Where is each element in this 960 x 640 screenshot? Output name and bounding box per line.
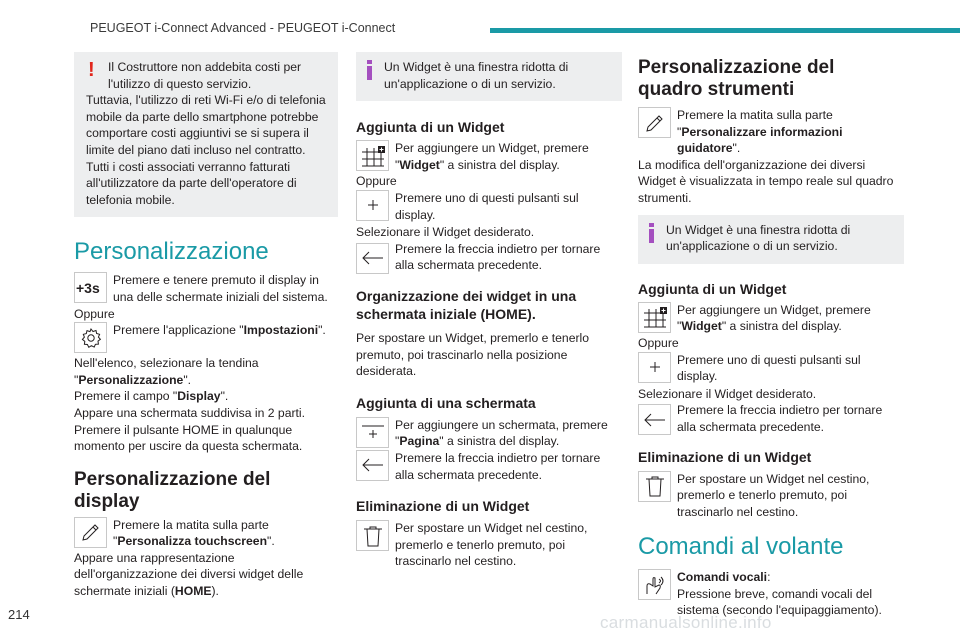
add-widget-row <box>356 140 622 173</box>
back-arrow-icon <box>356 450 389 481</box>
trash-icon <box>356 520 389 551</box>
warning-text-first: Il Costruttore non addebita costi per l'utilizzo di questo servizio. <box>108 60 302 91</box>
organizzazione-text: Per spostare un Widget, premerlo e tenerlo premuto, poi trascinarlo nella posizione desiderata. <box>356 330 590 379</box>
back-text-3: Premere la freccia indietro per tornare alla schermata precedente. <box>677 403 883 434</box>
watermark: carmanualsonline.info <box>600 613 772 632</box>
header-accent-bar <box>490 28 960 33</box>
info-icon <box>367 60 372 80</box>
touch-3s-icon <box>74 272 107 303</box>
info-note <box>356 52 622 101</box>
back-arrow-icon <box>356 243 389 274</box>
oppure-label: Oppure <box>356 174 397 189</box>
back-arrow-icon <box>638 404 671 435</box>
plus-text: Premere uno di questi pulsanti sul display. <box>395 190 579 222</box>
voice-command-icon <box>638 569 671 600</box>
warning-note <box>74 52 338 217</box>
add-widget-text: Per aggiungere un Widget, premere "Widget" a sinistra del display. <box>395 141 589 172</box>
pencil-row-3 <box>638 107 904 157</box>
heading-personalizzazione-display: Personalizzazione del display <box>74 468 271 512</box>
page-number: 214 <box>8 607 30 622</box>
heading-add-screen: Aggiunta di una schermata <box>356 394 536 411</box>
plus-row <box>356 190 622 223</box>
back-text-2: Premere la freccia indietro per tornare alla schermata precedente. <box>395 450 601 482</box>
modifica-text: La modifica dell'organizzazione dei diversi Widget è visualizzata in tempo reale sul quadro strumenti. <box>638 157 894 205</box>
list-text: Nell'elenco, selezionare la tendina "Personalizzazione". <box>74 356 259 387</box>
pencil-text: Premere la matita sulla parte "Personalizza touchscreen". <box>113 517 275 549</box>
heading-quadro-strumenti: Personalizzazione del quadro strumenti <box>638 57 835 100</box>
oppure-label: Oppure <box>74 306 115 321</box>
info-text: Un Widget è una finestra ridotta di un'applicazione o di un servizio. <box>384 60 569 91</box>
heading-add-widget: Aggiunta di un Widget <box>356 119 505 136</box>
back-text: Premere la freccia indietro per tornare alla schermata precedente. <box>395 241 601 273</box>
back-row-2 <box>356 450 622 483</box>
svg-text:+3s: +3s <box>76 279 100 296</box>
gear-row <box>74 322 338 353</box>
split-text: Appare una schermata suddivisa in 2 parti. <box>74 405 306 420</box>
pencil-text-3: Premere la matita sulla parte "Personalizzare informazioni guidatore". <box>677 108 843 156</box>
exclamation-mark-icon: ! <box>88 59 95 81</box>
widget-grid-icon <box>638 302 671 333</box>
back-row-3 <box>638 388 904 435</box>
select-widget-text-3: Selezionare il Widget desiderato. <box>638 386 817 401</box>
column-3 <box>638 52 904 619</box>
info-icon <box>649 223 654 243</box>
heading-add-widget-3: Aggiunta di un Widget <box>638 280 787 297</box>
trash-icon <box>638 471 671 502</box>
add-screen-text: Per aggiungere un schermata, premere "Pagina" a sinistra del display. <box>395 417 608 449</box>
info-text-3: Un Widget è una finestra ridotta di un'applicazione o di un servizio. <box>666 222 851 254</box>
heading-organizzazione: Organizzazione dei widget in una schermata iniziale (HOME). <box>356 287 577 322</box>
oppure-label-3: Oppure <box>638 335 679 350</box>
heading-comandi-volante: Comandi al volante <box>638 533 844 561</box>
delete-text-3: Per spostare un Widget nel cestino, premerlo e tenerlo premuto, poi trascinarlo nel cestino. <box>677 471 870 519</box>
column-1 <box>74 52 338 600</box>
plus-row-3 <box>638 352 904 385</box>
heading-delete-widget: Eliminazione di un Widget <box>356 498 530 515</box>
pencil-icon <box>74 517 107 548</box>
add-screen-row <box>356 417 622 450</box>
delete-text: Per spostare un Widget nel cestino, premerlo e tenerlo premuto, poi trascinarlo nel cestino. <box>395 521 588 569</box>
widget-grid-icon <box>356 140 389 171</box>
plus-text-3: Premere uno di questi pulsanti sul display. <box>677 352 861 384</box>
add-widget-row-3 <box>638 302 904 335</box>
select-widget-text: Selezionare il Widget desiderato. <box>356 225 535 240</box>
gear-icon <box>74 322 107 353</box>
add-widget-text-3: Per aggiungere un Widget, premere "Widget" a sinistra del display. <box>677 302 871 334</box>
representation-text: Appare una rappresentazione dell'organizzazione dei diversi widget delle schermate iniziali (HOME). <box>74 550 304 599</box>
pencil-row <box>74 517 338 550</box>
voice-text: Comandi vocali: Pressione breve, comandi vocali del sistema (secondo l'equipaggiamento). <box>677 570 882 618</box>
plus-icon <box>356 190 389 221</box>
touch-3s-text: Premere e tenere premuto il display in una delle schermate iniziali del sistema. <box>113 273 328 304</box>
heading-personalizzazione: Personalizzazione <box>74 238 269 266</box>
trash-row-3 <box>638 471 904 521</box>
home-text: Premere il pulsante HOME in qualunque momento per uscire da questa schermata. <box>74 422 303 454</box>
voice-row <box>638 569 904 619</box>
campo-text: Premere il campo "Display". <box>74 389 229 404</box>
gear-text: Premere l'applicazione "Impostazioni". <box>113 323 326 338</box>
info-note-3 <box>638 215 904 264</box>
plus-icon <box>638 352 671 383</box>
touch-3s-row <box>74 272 338 305</box>
add-screen-icon <box>356 417 389 448</box>
back-row <box>356 227 622 274</box>
pencil-icon <box>638 107 671 138</box>
trash-row <box>356 520 622 570</box>
warning-text-rest: Tuttavia, l'utilizzo di reti Wi-Fi e/o di telefonia mobile da parte dello smartphone potrebbe comportare costi aggiuntivi se si supera il limite del piano dati incluso nel contratto. Tutti i costi associati verranno fatturati all'utilizzatore da parte dell'operatore di telefonia mobile. <box>86 93 326 207</box>
running-header: PEUGEOT i-Connect Advanced - PEUGEOT i-Connect <box>90 21 396 35</box>
heading-delete-widget-3: Eliminazione di un Widget <box>638 448 812 465</box>
column-2 <box>356 52 622 570</box>
